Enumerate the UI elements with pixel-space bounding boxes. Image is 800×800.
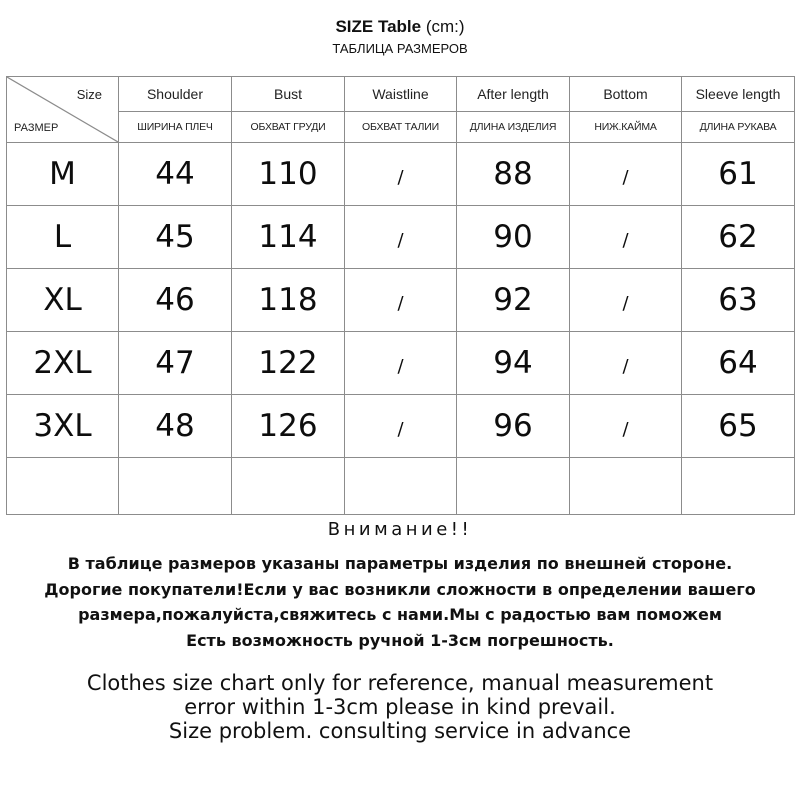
shoulder-cell: 46 <box>119 269 232 332</box>
size-cell: L <box>7 206 119 269</box>
table-row <box>7 395 795 458</box>
col-header-after-length-ru: ДЛИНА ИЗДЕЛИЯ <box>457 112 570 143</box>
empty-cell <box>7 458 119 515</box>
title-unit: (cm:) <box>425 17 465 36</box>
waistline-cell: / <box>345 332 457 395</box>
empty-cell <box>682 458 795 515</box>
sleeve-cell: 61 <box>682 143 795 206</box>
bottom-cell: / <box>570 332 682 395</box>
col-header-sleeve-length: Sleeve length <box>682 77 795 112</box>
shoulder-cell: 47 <box>119 332 232 395</box>
waistline-cell: / <box>345 269 457 332</box>
table-subtitle: ТАБЛИЦА РАЗМЕРОВ <box>332 41 468 56</box>
length-cell: 88 <box>457 143 570 206</box>
sleeve-cell: 65 <box>682 395 795 458</box>
bottom-cell: / <box>570 143 682 206</box>
col-header-waistline-ru: ОБХВАТ ТАЛИИ <box>345 112 457 143</box>
table-row <box>7 269 795 332</box>
waistline-cell: / <box>345 395 457 458</box>
bottom-cell: / <box>570 206 682 269</box>
corner-razmer-label: РАЗМЕР <box>14 122 59 134</box>
title-text: SIZE Table <box>335 17 422 36</box>
bust-cell: 118 <box>232 269 345 332</box>
english-note: Size problem. consulting service in advance <box>168 719 632 743</box>
table-row <box>7 143 795 206</box>
bust-cell: 122 <box>232 332 345 395</box>
col-header-bottom: Bottom <box>570 77 682 112</box>
bust-cell: 114 <box>232 206 345 269</box>
bottom-cell: / <box>570 269 682 332</box>
empty-cell <box>570 458 682 515</box>
notice-line: Есть возможность ручной 1-3см погрешность. <box>186 631 614 650</box>
empty-cell <box>119 458 232 515</box>
corner-size-label: Size <box>76 87 102 102</box>
length-cell: 92 <box>457 269 570 332</box>
table-row <box>7 206 795 269</box>
size-table <box>6 76 795 515</box>
header-row-russian <box>7 112 795 143</box>
col-header-bust-ru: ОБХВАТ ГРУДИ <box>232 112 345 143</box>
size-cell: XL <box>7 269 119 332</box>
length-cell: 96 <box>457 395 570 458</box>
col-header-after-length: After length <box>457 77 570 112</box>
sleeve-cell: 63 <box>682 269 795 332</box>
col-header-sleeve-length-ru: ДЛИНА РУКАВА <box>682 112 795 143</box>
empty-cell <box>232 458 345 515</box>
table-row <box>7 332 795 395</box>
bottom-cell: / <box>570 395 682 458</box>
empty-cell <box>457 458 570 515</box>
length-cell: 94 <box>457 332 570 395</box>
col-header-shoulder: Shoulder <box>119 77 232 112</box>
length-cell: 90 <box>457 206 570 269</box>
sleeve-cell: 62 <box>682 206 795 269</box>
notice-title: Внимание!! <box>327 519 473 540</box>
size-cell: 3XL <box>7 395 119 458</box>
empty-cell <box>345 458 457 515</box>
english-note: Clothes size chart only for reference, manual measurement <box>86 671 714 695</box>
shoulder-cell: 48 <box>119 395 232 458</box>
size-cell: M <box>7 143 119 206</box>
notice-line: В таблице размеров указаны параметры изделия по внешней стороне. <box>67 554 733 573</box>
header-row-english <box>7 77 795 112</box>
bust-cell: 126 <box>232 395 345 458</box>
corner-cell <box>7 77 119 143</box>
notice-line: размера,пожалуйста,свяжитесь с нами.Мы с радостью вам поможем <box>78 605 722 624</box>
sleeve-cell: 64 <box>682 332 795 395</box>
col-header-shoulder-ru: ШИРИНА ПЛЕЧ <box>119 112 232 143</box>
col-header-waistline: Waistline <box>345 77 457 112</box>
table-row-empty <box>7 458 795 515</box>
table-title <box>0 17 800 37</box>
shoulder-cell: 44 <box>119 143 232 206</box>
size-cell: 2XL <box>7 332 119 395</box>
waistline-cell: / <box>345 206 457 269</box>
col-header-bust: Bust <box>232 77 345 112</box>
col-header-bottom-ru: НИЖ.КАЙМА <box>570 112 682 143</box>
bust-cell: 110 <box>232 143 345 206</box>
notice-line: Дорогие покупатели!Если у вас возникли сложности в определении вашего <box>44 580 756 599</box>
shoulder-cell: 45 <box>119 206 232 269</box>
waistline-cell: / <box>345 143 457 206</box>
english-note: error within 1-3cm please in kind prevail. <box>184 695 616 719</box>
